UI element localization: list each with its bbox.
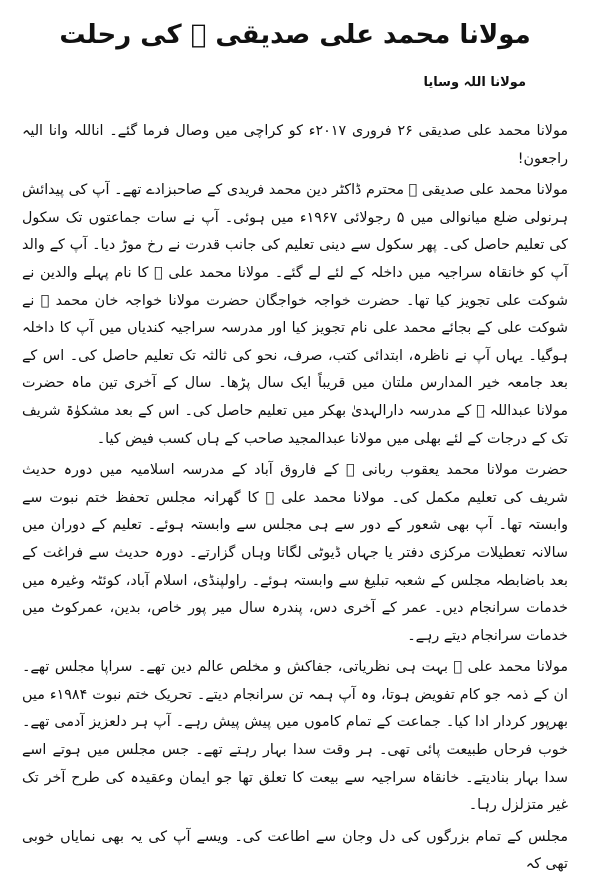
article-title: مولانا محمد علی صدیقی ﷫ کی رحلت: [59, 20, 531, 50]
article-paragraph: حضرت مولانا محمد یعقوب ربانی ﷫ کے فاروق آباد کے مدرسہ اسلامیہ میں دورہ حدیث شریف کی تعلیم مکمل کی۔ مولانا محمد علی ﷫ کا گھرانہ مجلس تحفظ ختم نبوت سے وابستہ تھا۔ آپ بھی شعور کے دور سے ہی مجلس سے وابستہ ہوئے۔ تعلیم کے دوران میں سالانہ تعطیلات مرکزی دفتر یا جہاں ڈیوٹی لگاتا وہاں گزارتے۔ دورہ حدیث سے فراغت کے بعد باضابطہ مجلس کے شعبہ تبلیغ سے وابستہ ہوئے۔ راولپنڈی، اسلام آباد، کوئٹہ وغیرہ میں خدمات سرانجام دیں۔ عمر کے آخری دس، پندرہ سال میر پور خاص، بدین، عمرکوٹ میں خدمات سرانجام دیتے رہے۔: [22, 462, 568, 644]
article-paragraph: مولانا محمد علی ﷫ بہت ہی نظریاتی، جفاکش و مخلص عالم دین تھے۔ سراپا مجلس تھے۔ ان کے ذمہ جو کام تفویض ہوتا، وہ آپ ہمہ تن سرانجام دیتے۔ تحریک ختم نبوت ۱۹۸۴ء میں بھرپور کردار ادا کیا۔ جماعت کے تمام کاموں میں پیش پیش رہے۔ آپ ہر دلعزیز آدمی تھے۔ خوب فرحاں طبیعت پائی تھی۔ ہر وقت سدا بہار رہتے تھے۔ جس مجلس میں ہوتے اسے سدا بہار بنادیتے۔ خانقاہ سراجیہ سے بیعت کا تعلق تھا جو ایمان وعقیدہ کی طرح آخر تک غیر متزلزل رہا۔: [22, 659, 568, 814]
article-paragraph: مجلس کے تمام بزرگوں کی دل وجان سے اطاعت کی۔ ویسے آپ کی یہ بھی نمایاں خوبی تھی کہ: [22, 828, 568, 873]
article-paragraph: مولانا محمد علی صدیقی ﷫ محترم ڈاکٹر دین محمد فریدی کے صاحبزادے تھے۔ آپ کی پیدائش ہرنولی ضلع میانوالی میں ۵ رجولائی ۱۹۶۷ء میں ہوئی۔ آپ نے سات جماعتوں تک سکول کی تعلیم حاصل کی۔ پھر سکول سے دینی تعلیم کی جانب قدرت نے رخ موڑ دیا۔ آپ کے والد آپ کو خانقاہ سراجیہ میں داخلہ کے لئے لے گئے۔ مولانا محمد علی ﷫ کا نام پہلے والدین نے شوکت علی تجویز کیا تھا۔ حضرت خواجہ خواجگان حضرت مولانا خواجہ خان محمد ﷫ نے شوکت علی کے بجائے محمد علی نام تجویز کیا اور مدرسہ سراجیہ کندیاں میں آپ کا داخلہ ہوگیا۔ یہاں آپ نے ناظرہ، ابتدائی کتب، صرف، نحو کی ثالثہ تک تعلیم حاصل کی۔ اس کے بعد جامعہ خیر المدارس ملتان میں قریباً ایک سال پڑھا۔ سال کے آخری تین ماہ حضرت مولانا عبداللہ ﷫ کے مدرسہ دارالہدیٰ بھکر میں تعلیم حاصل کی۔ اس کے بعد مشکوٰۃ شریف تک کے درجات کے لئے بھلی میں مولانا عبدالمجید صاحب کے ہاں کسب فیض کیا۔: [22, 182, 569, 447]
article-paragraph: مولانا محمد علی صدیقی ۲۶ فروری ۲۰۱۷ء کو کراچی میں وصال فرما گئے۔ اناللہ وانا الیہ راجعون!: [22, 123, 568, 167]
article-body: [22, 118, 568, 879]
article-author: مولانا اللہ وسایا: [423, 75, 526, 90]
